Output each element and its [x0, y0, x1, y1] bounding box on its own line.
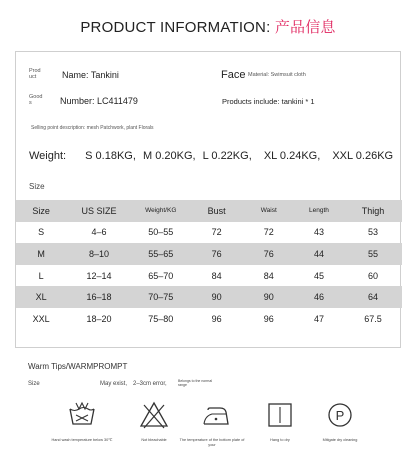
cell: 18–20 [86, 313, 112, 324]
cell: XL [16, 286, 66, 308]
dry-clean-caption: Mitigate dry cleaning [322, 438, 358, 442]
tips-may-exist: May exist, [100, 381, 128, 387]
cell: L [38, 270, 44, 281]
tips-error: 2–3cm error, [133, 381, 167, 387]
good-label: Good s [29, 94, 43, 106]
col-waist: Waist [244, 200, 294, 222]
cell: 65–70 [148, 270, 174, 281]
hang-dry-caption: Hang to dry [270, 438, 290, 442]
cell: S [38, 227, 45, 238]
table-header-row [16, 200, 402, 222]
table-row [16, 222, 402, 244]
hang-dry-icon [260, 400, 300, 430]
no-bleach-caption: Not bleachable [141, 438, 167, 442]
material: Material: Swimsuit cloth [248, 72, 306, 78]
cell: 16–18 [66, 286, 132, 308]
no-bleach-icon [134, 400, 174, 430]
products-include: Products include: tankini * 1 [222, 97, 315, 106]
product-info-card [15, 51, 401, 348]
cell: 4–6 [91, 227, 107, 238]
col-length: Length [294, 200, 344, 222]
cell: 90 [190, 286, 244, 308]
weight-l: L 0.22KG, [202, 150, 252, 162]
cell: 75–80 [148, 313, 174, 324]
product-number: Number: LC411479 [60, 96, 138, 106]
cell: 64 [344, 286, 402, 308]
col-size: Size [16, 200, 66, 222]
cell: 60 [368, 270, 379, 281]
iron-caption: The temperature of the bottom plate of your [179, 438, 245, 447]
cell: 53 [368, 227, 379, 238]
weight-s: S 0.18KG, [85, 150, 136, 162]
title-en: PRODUCT INFORMATION: [80, 19, 275, 36]
product-name: Name: Tankini [62, 70, 119, 80]
warm-tips-title: Warm Tips/WARMPROMPT [28, 362, 128, 371]
col-thigh: Thigh [344, 200, 402, 222]
cell: 8–10 [66, 243, 132, 265]
cell: 76 [244, 243, 294, 265]
prod-label: Prod uct [29, 68, 41, 80]
cell: 47 [313, 313, 324, 324]
cell: 46 [294, 286, 344, 308]
cell: 50–55 [148, 227, 174, 238]
cell: 84 [263, 270, 274, 281]
cell: 55–65 [132, 243, 190, 265]
tips-size-label: Size [28, 381, 40, 387]
weight-xxl: XXL 0.26KG [332, 150, 394, 162]
table-row [16, 265, 402, 287]
weight-xl: XL 0.24KG, [263, 150, 321, 162]
size-table [16, 200, 402, 330]
care-icons [0, 400, 416, 460]
cell: 67.5 [364, 313, 382, 324]
cell: 45 [313, 270, 324, 281]
page-title [0, 16, 416, 37]
cell: 55 [344, 243, 402, 265]
cell: 96 [263, 313, 274, 324]
cell: 96 [211, 313, 222, 324]
col-weight: Weight/KG [132, 200, 190, 222]
cell: XXL [32, 313, 50, 324]
title-cn: 产品信息 [274, 19, 336, 36]
cell: 12–14 [86, 270, 112, 281]
cell: M [16, 243, 66, 265]
cell: 76 [190, 243, 244, 265]
cell: 72 [263, 227, 274, 238]
col-bust: Bust [190, 200, 244, 222]
hand-wash-icon [62, 400, 102, 430]
tips-note: Belongs to the normal range [178, 379, 213, 387]
table-row [16, 308, 402, 330]
face-label: Face [221, 69, 246, 81]
cell: 43 [313, 227, 324, 238]
weight-m: M 0.20KG, [142, 150, 196, 162]
svg-text:P: P [335, 408, 345, 423]
weight-line [29, 150, 397, 162]
cell: 44 [294, 243, 344, 265]
size-label: Size [29, 182, 45, 191]
hand-wash-caption: Hand wash temperature below 30℃ [51, 438, 113, 442]
dry-clean-icon [320, 400, 360, 430]
cell: 70–75 [132, 286, 190, 308]
weight-label: Weight: [29, 150, 67, 162]
selling-point: Selling point description: mesh Patchwork, plant Florals [31, 125, 154, 131]
table-row [16, 286, 402, 308]
cell: 90 [244, 286, 294, 308]
col-us-size: US SIZE [66, 200, 132, 222]
table-row [16, 243, 402, 265]
cell: 84 [211, 270, 222, 281]
iron-icon [196, 400, 236, 430]
cell: 72 [211, 227, 222, 238]
